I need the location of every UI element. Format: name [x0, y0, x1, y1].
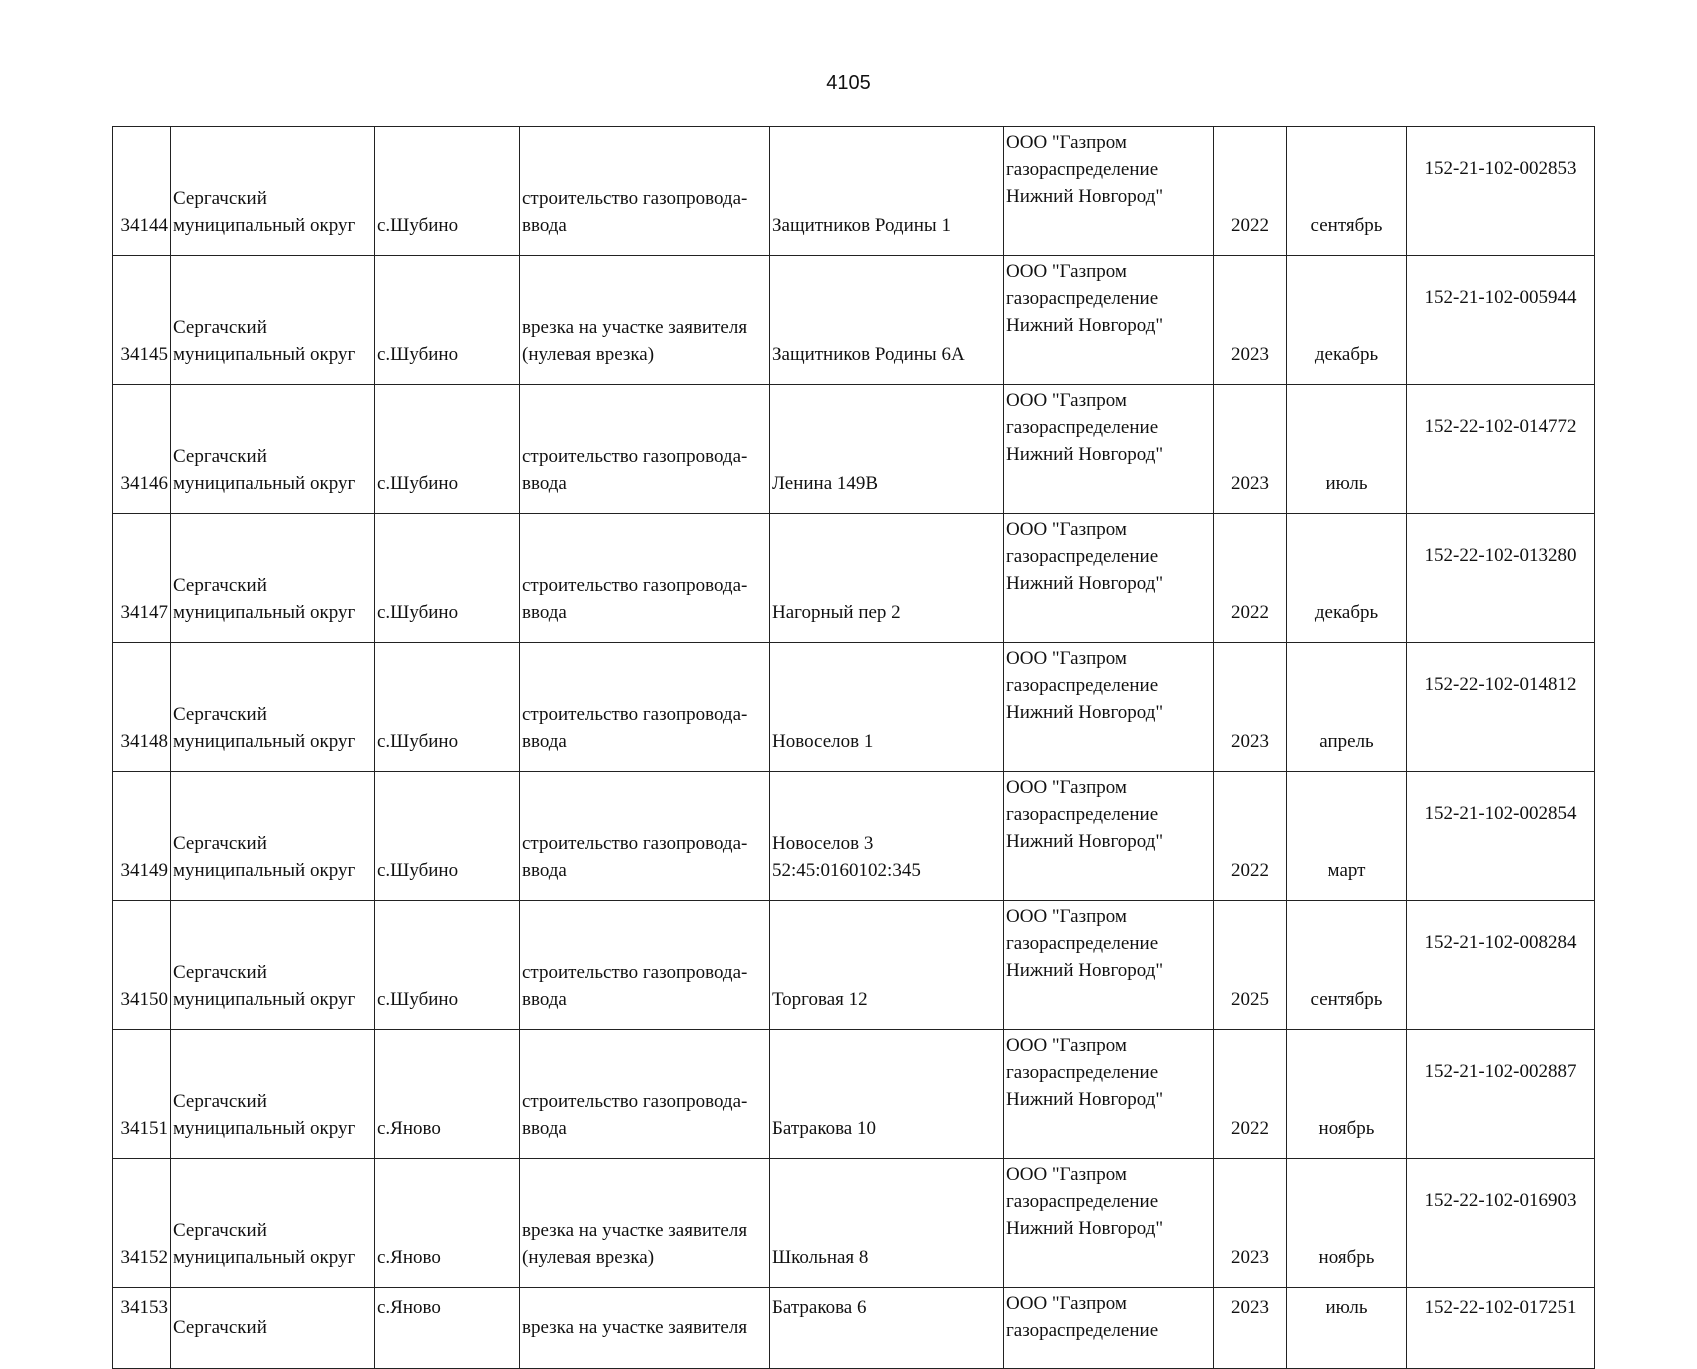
work-type-cell-line: строительство газопровода- [522, 704, 748, 725]
district-cell-line: Сергачский [173, 962, 267, 983]
district-cell-line: муниципальный округ [173, 473, 356, 494]
row-number: 34150 [113, 901, 171, 1030]
organization-cell [1004, 772, 1214, 901]
district-cell [171, 901, 375, 1030]
district-cell-line: муниципальный округ [173, 344, 356, 365]
work-type-cell-line: ввода [522, 731, 567, 752]
address-cell [770, 385, 1004, 514]
work-type-cell-line: строительство газопровода- [522, 1091, 748, 1112]
month-cell: март [1287, 772, 1407, 901]
district-cell-line: Сергачский [173, 1220, 267, 1241]
address-cell-line: Защитников Родины 6А [772, 344, 965, 365]
village-cell: с.Шубино [375, 385, 520, 514]
work-type-cell-line: врезка на участке заявителя [522, 1220, 748, 1241]
organization-cell-line: Нижний Новгород" [1006, 831, 1164, 852]
district-cell-line: Сергачский [173, 704, 267, 725]
table-row [113, 127, 1595, 256]
work-type-cell [520, 901, 770, 1030]
village-cell: с.Шубино [375, 772, 520, 901]
address-cell [770, 127, 1004, 256]
organization-cell [1004, 256, 1214, 385]
district-cell-line: Сергачский [173, 446, 267, 467]
work-type-cell-line: строительство газопровода- [522, 833, 748, 854]
row-number: 34146 [113, 385, 171, 514]
address-cell [770, 256, 1004, 385]
year-cell: 2023 [1214, 256, 1287, 385]
organization-cell-line: ООО "Газпром [1006, 1035, 1127, 1056]
row-number: 34151 [113, 1030, 171, 1159]
address-cell-line: Школьная 8 [772, 1247, 869, 1268]
organization-cell-line: ООО "Газпром [1006, 648, 1127, 669]
district-cell [171, 256, 375, 385]
address-cell [770, 514, 1004, 643]
organization-cell-line: газораспределение [1006, 417, 1159, 438]
district-cell-line: муниципальный округ [173, 1247, 356, 1268]
work-type-cell-line: строительство газопровода- [522, 188, 748, 209]
organization-cell-line: газораспределение [1006, 804, 1159, 825]
address-cell-line: Новоселов 1 [772, 731, 874, 752]
district-cell-line: муниципальный округ [173, 1118, 356, 1139]
year-cell: 2023 [1214, 1159, 1287, 1288]
work-type-cell-line: строительство газопровода- [522, 962, 748, 983]
organization-cell-line: Нижний Новгород" [1006, 702, 1164, 723]
organization-cell-line: газораспределение [1006, 159, 1159, 180]
work-type-cell-line: строительство газопровода- [522, 575, 748, 596]
organization-cell-line: Нижний Новгород" [1006, 186, 1164, 207]
district-cell-line: муниципальный округ [173, 215, 356, 236]
organization-cell [1004, 1288, 1214, 1369]
work-type-cell-line: врезка на участке заявителя [522, 1317, 748, 1338]
application-code-cell: 152-22-102-016903 [1407, 1159, 1595, 1288]
month-cell: сентябрь [1287, 901, 1407, 1030]
year-cell: 2023 [1214, 385, 1287, 514]
district-cell [171, 127, 375, 256]
application-code-cell: 152-22-102-013280 [1407, 514, 1595, 643]
district-cell-line: Сергачский [173, 317, 267, 338]
organization-cell-line: ООО "Газпром [1006, 1164, 1127, 1185]
village-cell: с.Яново [375, 1159, 520, 1288]
year-cell: 2023 [1214, 643, 1287, 772]
organization-cell-line: ООО "Газпром [1006, 132, 1127, 153]
village-cell: с.Яново [375, 1030, 520, 1159]
district-cell [171, 1288, 375, 1369]
address-cell-line: Торговая 12 [772, 989, 868, 1010]
address-cell [770, 772, 1004, 901]
gas-connection-table [112, 126, 1595, 1369]
year-cell: 2022 [1214, 772, 1287, 901]
organization-cell-line: Нижний Новгород" [1006, 444, 1164, 465]
village-cell: с.Шубино [375, 643, 520, 772]
address-cell-line: Нагорный пер 2 [772, 602, 901, 623]
table-row [113, 514, 1595, 643]
organization-cell-line: газораспределение [1006, 1320, 1159, 1341]
district-cell [171, 1030, 375, 1159]
month-cell: ноябрь [1287, 1159, 1407, 1288]
month-cell: июль [1287, 1288, 1407, 1369]
work-type-cell [520, 772, 770, 901]
table-row [113, 1159, 1595, 1288]
row-number: 34144 [113, 127, 171, 256]
district-cell-line: муниципальный округ [173, 602, 356, 623]
table-row [113, 1288, 1595, 1369]
district-cell-line: Сергачский [173, 575, 267, 596]
application-code-cell: 152-21-102-002854 [1407, 772, 1595, 901]
application-code-cell: 152-21-102-002853 [1407, 127, 1595, 256]
district-cell [171, 772, 375, 901]
organization-cell-line: газораспределение [1006, 288, 1159, 309]
organization-cell-line: газораспределение [1006, 546, 1159, 567]
organization-cell [1004, 1030, 1214, 1159]
year-cell: 2025 [1214, 901, 1287, 1030]
work-type-cell [520, 1288, 770, 1369]
page-number: 4105 [826, 72, 871, 94]
work-type-cell-line: (нулевая врезка) [522, 344, 655, 365]
table-row [113, 772, 1595, 901]
village-cell: с.Шубино [375, 256, 520, 385]
organization-cell-line: газораспределение [1006, 1191, 1159, 1212]
organization-cell [1004, 385, 1214, 514]
organization-cell [1004, 127, 1214, 256]
row-number: 34145 [113, 256, 171, 385]
district-cell-line: муниципальный округ [173, 989, 356, 1010]
address-cell [770, 1288, 1004, 1369]
organization-cell-line: газораспределение [1006, 675, 1159, 696]
organization-cell-line: ООО "Газпром [1006, 261, 1127, 282]
address-cell-line: Ленина 149В [772, 473, 879, 494]
row-number: 34152 [113, 1159, 171, 1288]
month-cell: декабрь [1287, 256, 1407, 385]
district-cell-line: Сергачский [173, 1317, 267, 1338]
organization-cell-line: ООО "Газпром [1006, 1293, 1127, 1314]
work-type-cell [520, 256, 770, 385]
month-cell: апрель [1287, 643, 1407, 772]
row-number: 34153 [113, 1288, 171, 1369]
village-cell: с.Шубино [375, 901, 520, 1030]
table-row [113, 385, 1595, 514]
district-cell-line: Сергачский [173, 1091, 267, 1112]
table-row [113, 256, 1595, 385]
work-type-cell [520, 1159, 770, 1288]
village-cell: с.Шубино [375, 514, 520, 643]
application-code-cell: 152-22-102-014812 [1407, 643, 1595, 772]
address-cell-line: Батракова 10 [772, 1118, 876, 1139]
work-type-cell-line: ввода [522, 602, 567, 623]
work-type-cell [520, 514, 770, 643]
month-cell: ноябрь [1287, 1030, 1407, 1159]
application-code-cell: 152-22-102-017251 [1407, 1288, 1595, 1369]
table-body [113, 127, 1595, 1369]
work-type-cell-line: врезка на участке заявителя [522, 317, 748, 338]
month-cell: июль [1287, 385, 1407, 514]
village-cell: с.Яново [375, 1288, 520, 1369]
organization-cell-line: ООО "Газпром [1006, 777, 1127, 798]
work-type-cell [520, 643, 770, 772]
application-code-cell: 152-22-102-014772 [1407, 385, 1595, 514]
address-cell-line: 52:45:0160102:345 [772, 860, 921, 881]
year-cell: 2022 [1214, 127, 1287, 256]
organization-cell [1004, 901, 1214, 1030]
address-cell-line: Новоселов 3 [772, 833, 874, 854]
application-code-cell: 152-21-102-008284 [1407, 901, 1595, 1030]
organization-cell-line: Нижний Новгород" [1006, 315, 1164, 336]
organization-cell-line: газораспределение [1006, 1062, 1159, 1083]
organization-cell-line: Нижний Новгород" [1006, 960, 1164, 981]
district-cell [171, 643, 375, 772]
table-row [113, 901, 1595, 1030]
organization-cell [1004, 643, 1214, 772]
work-type-cell [520, 1030, 770, 1159]
district-cell-line: Сергачский [173, 833, 267, 854]
district-cell-line: муниципальный округ [173, 731, 356, 752]
organization-cell-line: ООО "Газпром [1006, 906, 1127, 927]
work-type-cell [520, 127, 770, 256]
work-type-cell-line: ввода [522, 989, 567, 1010]
address-cell-line: Защитников Родины 1 [772, 215, 951, 236]
table-row [113, 643, 1595, 772]
organization-cell-line: ООО "Газпром [1006, 390, 1127, 411]
row-number: 34149 [113, 772, 171, 901]
village-cell: с.Шубино [375, 127, 520, 256]
organization-cell-line: Нижний Новгород" [1006, 1218, 1164, 1239]
district-cell-line: муниципальный округ [173, 860, 356, 881]
organization-cell-line: Нижний Новгород" [1006, 1089, 1164, 1110]
year-cell: 2023 [1214, 1288, 1287, 1369]
work-type-cell [520, 385, 770, 514]
organization-cell-line: газораспределение [1006, 933, 1159, 954]
application-code-cell: 152-21-102-002887 [1407, 1030, 1595, 1159]
address-cell [770, 1159, 1004, 1288]
month-cell: сентябрь [1287, 127, 1407, 256]
district-cell [171, 1159, 375, 1288]
work-type-cell-line: ввода [522, 1118, 567, 1139]
district-cell [171, 514, 375, 643]
organization-cell-line: ООО "Газпром [1006, 519, 1127, 540]
work-type-cell-line: ввода [522, 860, 567, 881]
address-cell-line: Батракова 6 [772, 1297, 867, 1318]
district-cell [171, 385, 375, 514]
work-type-cell-line: (нулевая врезка) [522, 1247, 655, 1268]
district-cell-line: Сергачский [173, 188, 267, 209]
table-row [113, 1030, 1595, 1159]
row-number: 34147 [113, 514, 171, 643]
work-type-cell-line: ввода [522, 473, 567, 494]
row-number: 34148 [113, 643, 171, 772]
organization-cell [1004, 514, 1214, 643]
work-type-cell-line: строительство газопровода- [522, 446, 748, 467]
address-cell [770, 901, 1004, 1030]
address-cell [770, 643, 1004, 772]
year-cell: 2022 [1214, 1030, 1287, 1159]
year-cell: 2022 [1214, 514, 1287, 643]
address-cell [770, 1030, 1004, 1159]
application-code-cell: 152-21-102-005944 [1407, 256, 1595, 385]
work-type-cell-line: ввода [522, 215, 567, 236]
month-cell: декабрь [1287, 514, 1407, 643]
organization-cell [1004, 1159, 1214, 1288]
organization-cell-line: Нижний Новгород" [1006, 573, 1164, 594]
